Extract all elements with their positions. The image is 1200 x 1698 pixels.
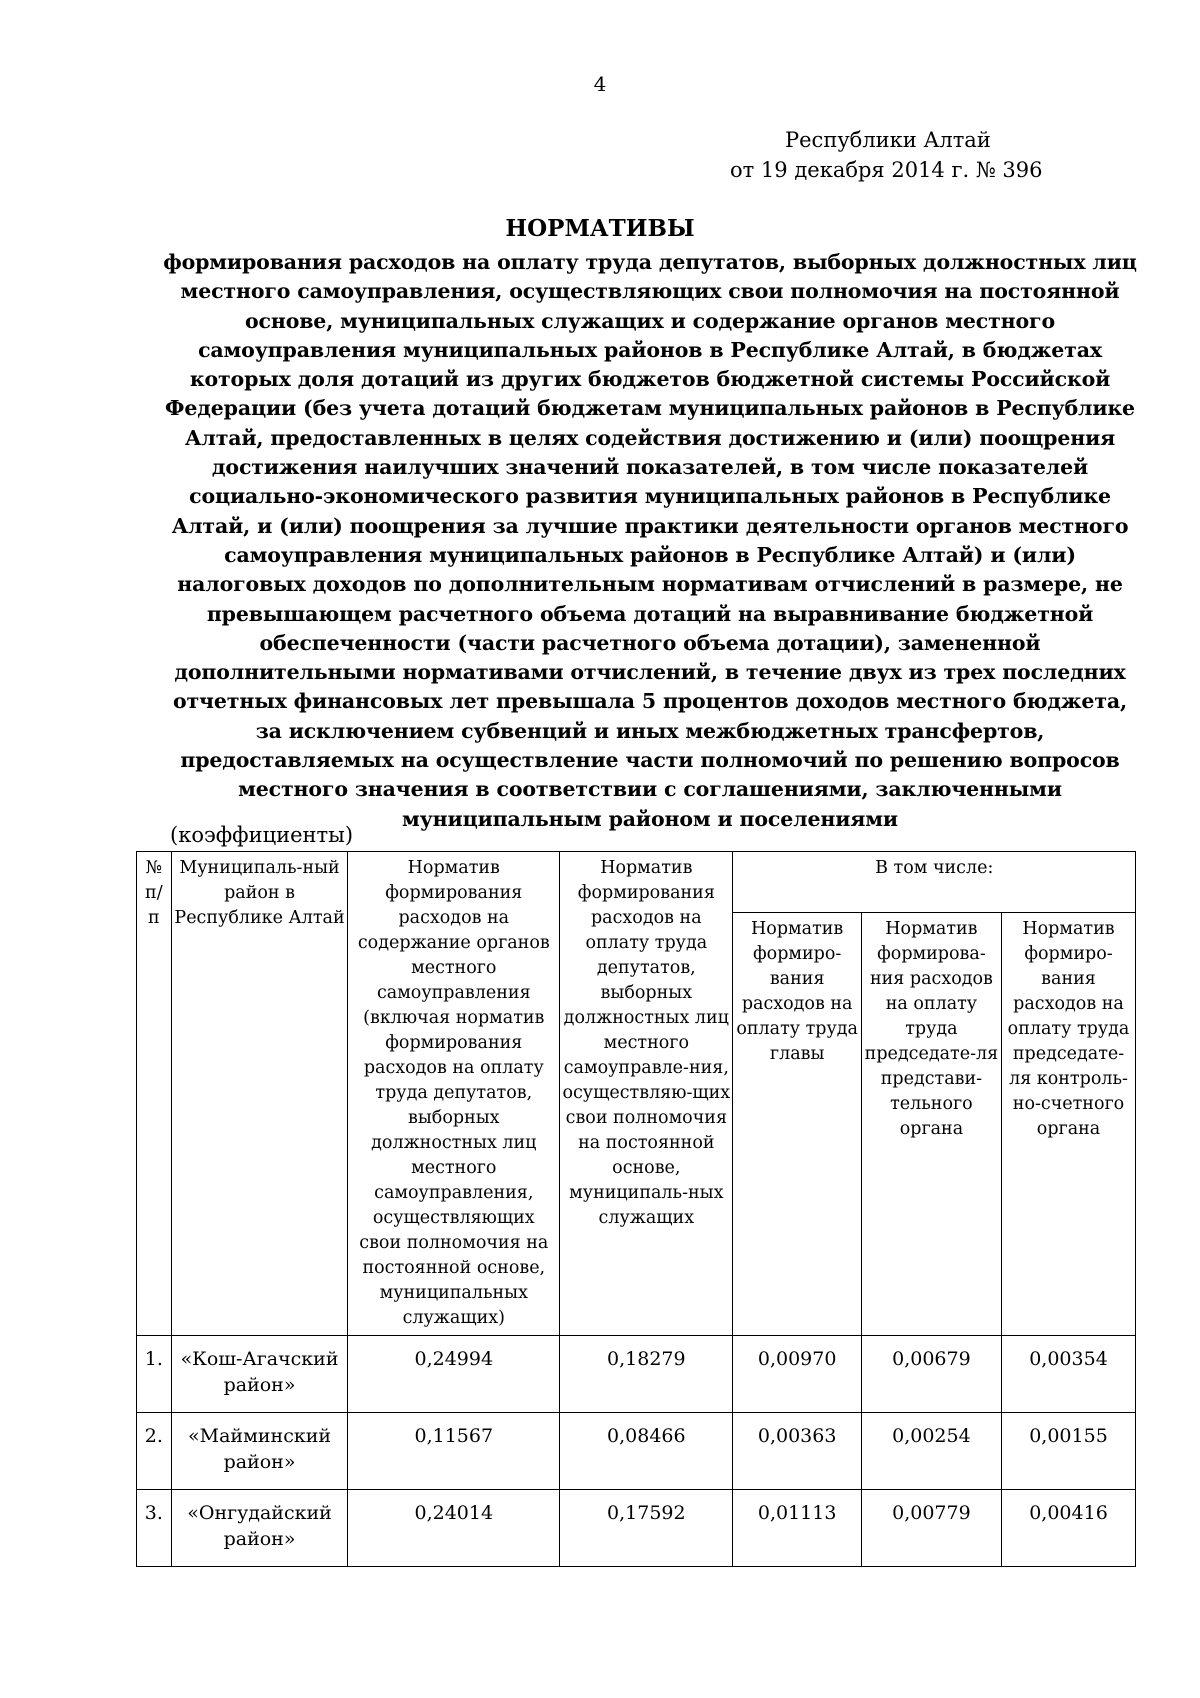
row-value-b: 0,18279 [560,1336,733,1413]
header-maintenance-norm: Норматив формирования расходов на содержание органов местного самоуправления (включая норматив формирования расходов на оплату труда депутатов, выборных должностных лиц местного самоуправления, осуществляющих свои полномочия на постоянной основе, муниципальных служащих) [348,852,560,1336]
row-value-d: 0,00679 [861,1336,1001,1413]
header-number: № п/ п [137,852,172,1336]
header-salary-norm: Норматив формирования расходов на оплату труда депутатов, выборных должностных лиц местного самоуправле-ния, осуществляю-щих свои полномочия на постоянной основе, муниципаль-ных служащих [560,852,733,1336]
norms-table [136,851,1136,1567]
table-row [137,1490,1136,1567]
units-label: (коэффициенты) [170,823,354,847]
row-value-b: 0,08466 [560,1413,733,1490]
header-district: Муниципаль-ный район в Республике Алтай [171,852,348,1336]
table-row [137,1413,1136,1490]
row-value-e: 0,00155 [1002,1413,1136,1490]
document-header [730,125,1070,185]
row-district: «Онгудайский район» [171,1490,348,1567]
header-council-chair-norm: Норматив формирова-ния расходов на оплату труда председате-ля представи-тельного органа [861,913,1001,1336]
document-subtitle: формирования расходов на оплату труда депутатов, выборных должностных лиц местного самоуправления, осуществляющих свои полномочия на постоянной основе, муниципальных служащих и содержание органов местного самоуправления муниципальных районов в Республике Алтай, в бюджетах которых доля дотаций из других бюджетов бюджетной системы Российской Федерации (без учета дотаций бюджетам муниципальных районов в Республике Алтай, предоставленных в целях содействия достижению и (или) поощрения достижения наилучших значений показателей, в том числе показателей социально-экономического развития муниципальных районов в Республике Алтай, и (или) поощрения за лучшие практики деятельности органов местного самоуправления муниципальных районов в Республике Алтай) и (или) налоговых доходов по дополнительным нормативам отчислений в размере, не превышающем расчетного объема дотаций на выравнивание бюджетной обеспеченности (части расчетного объема дотации), замененной дополнительными нормативами отчислений, в течение двух из трех последних отчетных финансовых лет превышала 5 процентов доходов местного бюджета, за исключением субвенций и иных межбюджетных трансфертов, предоставляемых на осуществление части полномочий по решению вопросов местного значения в соответствии с соглашениями, заключенными муниципальным районом и поселениями [163,250,1137,831]
header-head-salary-norm: Норматив формиро-вания расходов на оплату труда главы [733,913,861,1336]
row-value-e: 0,00416 [1002,1490,1136,1567]
row-value-a: 0,24014 [348,1490,560,1567]
row-value-a: 0,24994 [348,1336,560,1413]
page-number: 4 [593,72,607,96]
row-value-d: 0,00779 [861,1490,1001,1567]
table-header-row [137,852,1136,913]
header-line-1: Республики Алтай [785,128,991,152]
row-value-c: 0,00363 [733,1413,861,1490]
header-including: В том числе: [733,852,1136,913]
row-value-a: 0,11567 [348,1413,560,1490]
row-district: «Кош-Агачский район» [171,1336,348,1413]
row-value-b: 0,17592 [560,1490,733,1567]
document-title: НОРМАТИВЫ [505,215,695,242]
row-number: 2. [137,1413,172,1490]
row-number: 1. [137,1336,172,1413]
row-value-d: 0,00254 [861,1413,1001,1490]
row-number: 3. [137,1490,172,1567]
table-row [137,1336,1136,1413]
row-value-c: 0,00970 [733,1336,861,1413]
row-value-e: 0,00354 [1002,1336,1136,1413]
header-line-2: от 19 декабря 2014 г. № 396 [730,158,1043,182]
row-district: «Майминский район» [171,1413,348,1490]
header-audit-chair-norm: Норматив формиро-вания расходов на оплату труда председате-ля контроль-но-счетного органа [1002,913,1136,1336]
row-value-c: 0,01113 [733,1490,861,1567]
